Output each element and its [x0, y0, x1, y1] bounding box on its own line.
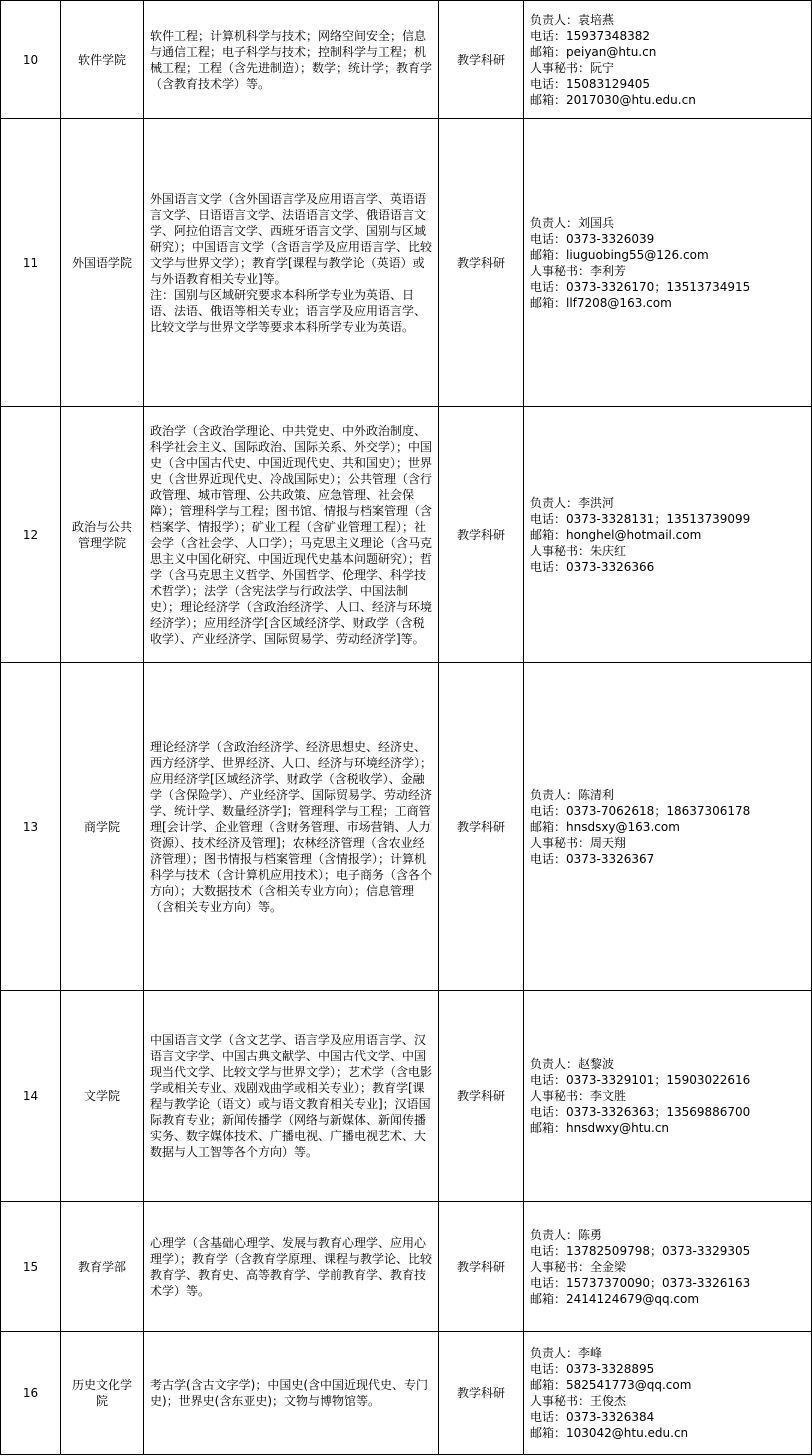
contact-line: 电话：0373-3329101；15903022616: [530, 1073, 751, 1087]
unit-name: 软件学院: [61, 1, 144, 119]
row-number: 14: [1, 991, 61, 1202]
table-row: [1, 1, 812, 119]
table-row: [1, 1202, 812, 1332]
contact-line: 负责人：李峰: [530, 1346, 603, 1360]
contact-line: 人事秘书：周天翔: [530, 835, 627, 850]
position-type: 教学科研: [439, 407, 524, 663]
contact-line: 电话：15737370090；0373-3326163: [530, 1275, 751, 1290]
contact-line: 负责人：李洪河: [530, 495, 615, 510]
position-type: 教学科研: [439, 1332, 524, 1455]
contact-info: [524, 1, 812, 119]
contact-line: 电话：0373-3326170；13513734915: [530, 279, 751, 294]
contact-line: 电话：0373-3326363；13569886700: [530, 1105, 751, 1119]
position-type: 教学科研: [439, 1202, 524, 1332]
contact-info: [524, 663, 812, 991]
unit-name: 历史文化学院: [61, 1332, 144, 1455]
contact-line: 邮箱：peiyan@htu.cn: [530, 44, 657, 59]
contact-info: [524, 1332, 812, 1455]
contact-line: 负责人：赵黎波: [530, 1057, 615, 1071]
row-number: 13: [1, 663, 61, 991]
contact-line: 电话：15937348382: [530, 28, 650, 43]
table-row: [1, 1332, 812, 1455]
contact-line: 电话：13782509798；0373-3329305: [530, 1243, 751, 1258]
contact-line: 人事秘书：朱庆红: [530, 543, 627, 558]
discipline-requirements: 中国语言文学（含文艺学、语言学及应用语言学、汉语言文字学、中国古典文献学、中国古代文学、中国现当代文学、比较文学与世界文学）；艺术学（含电影学或相关专业、戏剧戏曲学或相关专业）；教育学[课程与教学论（语文）或与语文教育相关专业]；汉语国际教育专业；新闻传播学（网络与新媒体、新闻传播实务、数字媒体技术、广播电视、广播电视艺术、大数据与人工智等各个方向）等。: [144, 991, 439, 1202]
table-row: [1, 119, 812, 407]
discipline-requirements: 政治学（含政治学理论、中共党史、中外政治制度、科学社会主义、国际政治、国际关系、外交学）；中国史（含中国古代史、中国近现代史、共和国史）；世界史（含世界近现代史、冷战国际史）；公共管理（含行政管理、城市管理、公共政策、应急管理、社会保障）；管理科学与工程；图书馆、情报与档案管理（含档案学、情报学）；矿业工程（含矿业管理工程）；社会学（含社会学、人口学）；马克思主义理论（含马克思主义中国化研究、中国近现代史基本问题研究）；哲学（含马克思主义哲学、外国哲学、伦理学、科学技术哲学）；法学（含宪法学与行政法学、中国法制史）；理论经济学（含政治经济学、人口、经济与环境经济学）；应用经济学[含区域经济学、财政学（含税收学）、产业经济学、国际贸易学、劳动经济学]等。: [144, 407, 439, 663]
requirements-note: 注：国别与区域研究要求本科所学专业为英语、日语、法语、俄语等相关专业；语言学及应用语言学、比较文学与世界文学等要求本科所学专业为英语。: [150, 287, 427, 334]
contact-info: [524, 1202, 812, 1332]
contact-line: 邮箱：hnsdwxy@htu.cn: [530, 1121, 670, 1135]
contact-line: 电话：0373-3326039: [530, 231, 655, 246]
table-row: [1, 991, 812, 1202]
discipline-requirements: 软件工程；计算机科学与技术；网络空间安全；信息与通信工程；电子科学与技术；控制科学与工程；机械工程；工程（含先进制造）；数学；统计学；教育学（含教育技术学）等。: [144, 1, 439, 119]
contact-line: 电话：0373-7062618；18637306178: [530, 803, 751, 818]
contact-line: 负责人：刘国兵: [530, 215, 615, 230]
table-row: [1, 407, 812, 663]
position-type: 教学科研: [439, 119, 524, 407]
row-number: 12: [1, 407, 61, 663]
contact-line: 人事秘书：王俊杰: [530, 1394, 627, 1408]
row-number: 16: [1, 1332, 61, 1455]
discipline-requirements: 理论经济学（含政治经济学、经济思想史、经济史、西方经济学、世界经济、人口、经济与环境经济学）；应用经济学[区域经济学、财政学（含税收学）、金融学（含保险学）、产业经济学、国际贸易学、劳动经济学、统计学、数量经济学]；管理科学与工程；工商管理[会计学、企业管理（含财务管理、市场营销、人力资源）、技术经济及管理]；农林经济管理（含农业经济管理）；图书情报与档案管理（含情报学）；计算机科学与技术（含计算机应用技术）；电子商务（含各个方向）；大数据技术（含相关专业方向）；信息管理（含相关专业方向）等。: [144, 663, 439, 991]
row-number: 10: [1, 1, 61, 119]
contact-line: 人事秘书：阮宁: [530, 60, 615, 75]
contact-line: 邮箱：2414124679@qq.com: [530, 1291, 700, 1306]
contact-line: 邮箱：honghel@hotmail.com: [530, 527, 702, 542]
unit-name: 文学院: [61, 991, 144, 1202]
row-number: 15: [1, 1202, 61, 1332]
contact-line: 邮箱：103042@htu.edu.cn: [530, 1426, 689, 1440]
unit-name: 商学院: [61, 663, 144, 991]
requirements-text: 外国语言文学（含外国语言学及应用语言学、英语语言文学、日语语言文学、法语语言文学、俄语语言文学、阿拉伯语言文学、西班牙语言文学、国别与区域研究）；中国语言文学（含语言学及应用语言学、比较文学与世界文学）；教育学[课程与教学论（英语）或与外语教育相关专业]等。: [150, 191, 433, 286]
contact-line: 电话：0373-3328895: [530, 1362, 655, 1376]
contact-line: 电话：15083129405: [530, 76, 650, 91]
unit-name: 外国语学院: [61, 119, 144, 407]
contact-info: [524, 991, 812, 1202]
table-row: [1, 663, 812, 991]
contact-line: 人事秘书：全金梁: [530, 1259, 627, 1274]
contact-line: 电话：0373-3326367: [530, 851, 655, 866]
contact-line: 邮箱：hnsdsxy@163.com: [530, 819, 680, 834]
contact-line: 邮箱：llf7208@163.com: [530, 295, 672, 310]
contact-line: 负责人：陈勇: [530, 1227, 603, 1242]
position-type: 教学科研: [439, 1, 524, 119]
contact-line: 电话：0373-3326384: [530, 1410, 655, 1424]
contact-line: 人事秘书：李利芳: [530, 263, 627, 278]
unit-name: 教育学部: [61, 1202, 144, 1332]
contact-info: [524, 119, 812, 407]
discipline-requirements: 心理学（含基础心理学、发展与教育心理学、应用心理学）；教育学（含教育学原理、课程与教学论、比较教育学、教育史、高等教育学、学前教育学、教育技术学）等。: [144, 1202, 439, 1332]
discipline-requirements: [144, 119, 439, 407]
contact-info: [524, 407, 812, 663]
contact-line: 邮箱：liuguobing55@126.com: [530, 247, 709, 262]
contact-line: 邮箱：2017030@htu.edu.cn: [530, 92, 696, 107]
position-type: 教学科研: [439, 663, 524, 991]
contact-line: 邮箱：582541773@qq.com: [530, 1378, 692, 1392]
contact-line: 人事秘书：李文胜: [530, 1089, 627, 1103]
contact-line: 负责人：陈清利: [530, 787, 615, 802]
discipline-requirements: 考古学(含古文字学)；中国史(含中国近现代史、专门史)；世界史(含东亚史)；文物与博物馆等。: [144, 1332, 439, 1455]
contact-line: 电话：0373-3326366: [530, 559, 655, 574]
unit-name: 政治与公共管理学院: [61, 407, 144, 663]
contact-line: 电话：0373-3328131；13513739099: [530, 511, 751, 526]
row-number: 11: [1, 119, 61, 407]
contact-line: 负责人：袁培燕: [530, 12, 615, 27]
position-type: 教学科研: [439, 991, 524, 1202]
